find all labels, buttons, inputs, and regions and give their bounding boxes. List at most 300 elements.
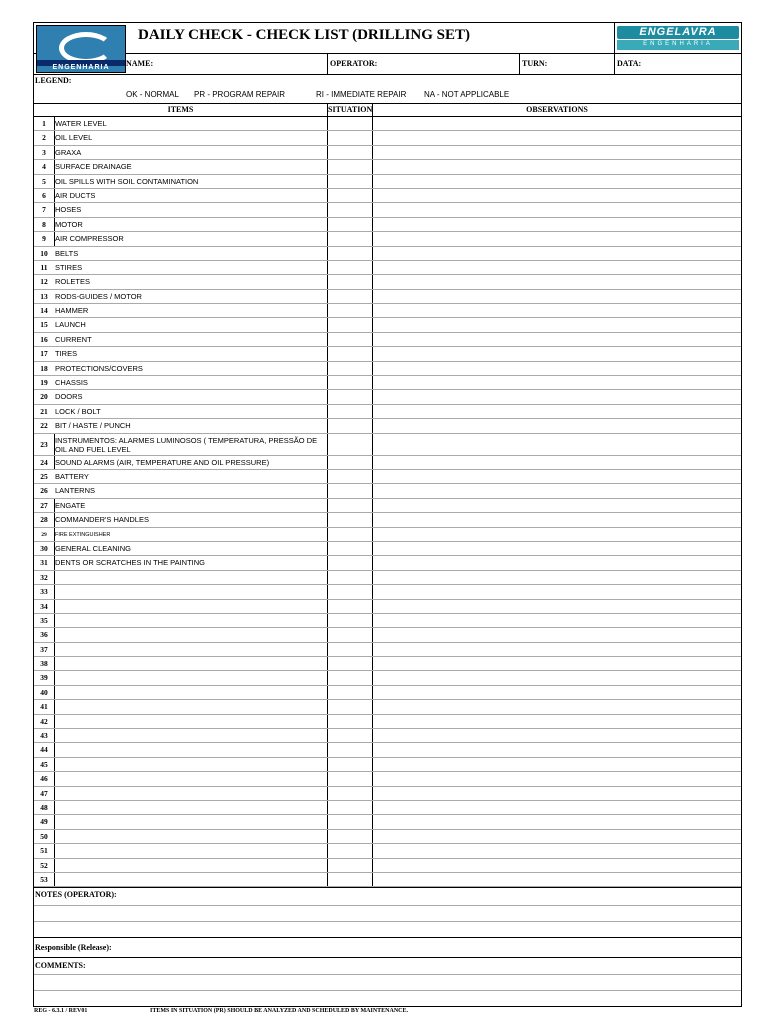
comments-block[interactable]	[34, 958, 741, 1006]
row-item-label: ROLETES	[55, 277, 91, 287]
observations-cell[interactable]	[373, 859, 741, 872]
row-number: 18	[40, 363, 48, 373]
row-item-label	[55, 729, 327, 742]
observations-cell[interactable]	[373, 484, 741, 497]
checklist-row	[34, 815, 741, 829]
row-item-label: SOUND ALARMS (AIR, TEMPERATURE AND OIL PRESSURE)	[55, 457, 270, 467]
checklist-row	[34, 189, 741, 203]
row-item-label: LAUNCH	[55, 320, 86, 330]
observations-cell[interactable]	[373, 700, 741, 713]
checklist-row	[34, 304, 741, 318]
situation-cell[interactable]	[327, 131, 373, 144]
row-number: 41	[40, 702, 48, 712]
notes-section	[34, 887, 741, 1006]
situation-cell[interactable]	[327, 146, 373, 159]
situation-cell[interactable]	[327, 419, 373, 432]
checklist-row	[34, 499, 741, 513]
observations-cell[interactable]	[373, 117, 741, 130]
situation-cell[interactable]	[327, 347, 373, 360]
row-item-label: LOCK / BOLT	[55, 406, 101, 416]
row-item-label	[55, 643, 327, 656]
situation-cell[interactable]	[327, 686, 373, 699]
checklist-row	[34, 318, 741, 332]
row-item-label	[55, 715, 327, 728]
row-number: 38	[40, 659, 48, 669]
name-field[interactable]	[124, 54, 329, 74]
observations-cell[interactable]	[373, 628, 741, 641]
row-number: 32	[40, 572, 48, 582]
row-number: 24	[40, 457, 48, 467]
situation-cell[interactable]	[327, 571, 373, 584]
situation-cell[interactable]	[327, 189, 373, 202]
comments-label: COMMENTS:	[35, 961, 86, 971]
situation-cell[interactable]	[327, 815, 373, 828]
situation-cell[interactable]	[327, 456, 373, 469]
checklist-row	[34, 333, 741, 347]
checklist-row	[34, 729, 741, 743]
checklist-row	[34, 787, 741, 801]
observations-cell[interactable]	[373, 189, 741, 202]
situation-cell[interactable]	[327, 304, 373, 317]
observations-cell[interactable]	[373, 218, 741, 231]
row-item-label: SURFACE DRAINAGE	[55, 162, 132, 172]
row-item-label: ENGATE	[55, 500, 86, 510]
checklist-row	[34, 686, 741, 700]
row-item-label: OIL SPILLS WITH SOIL CONTAMINATION	[55, 176, 199, 186]
row-number: 22	[40, 421, 48, 431]
row-number: 46	[40, 774, 48, 784]
checklist-row	[34, 456, 741, 470]
page-title: DAILY CHECK - CHECK LIST (DRILLING SET)	[138, 27, 471, 43]
row-item-label: DOORS	[55, 392, 83, 402]
row-number: 15	[40, 320, 48, 330]
legend-item-na: NA - NOT APPLICABLE	[424, 90, 510, 99]
observations-cell[interactable]	[373, 600, 741, 613]
row-number: 31	[40, 558, 48, 568]
checklist-row	[34, 873, 741, 887]
row-item-label: MOTOR	[55, 219, 83, 229]
row-item-label: RODS-GUIDES / MOTOR	[55, 291, 142, 301]
row-item-label: BATTERY	[55, 471, 89, 481]
row-number: 42	[40, 716, 48, 726]
situation-cell[interactable]	[327, 556, 373, 569]
row-number: 40	[40, 687, 48, 697]
row-item-label: PROTECTIONS/COVERS	[55, 363, 143, 373]
observations-cell[interactable]	[373, 686, 741, 699]
date-field[interactable]	[614, 54, 741, 74]
observations-cell[interactable]	[373, 657, 741, 670]
row-number: 49	[40, 817, 48, 827]
checklist-row	[34, 362, 741, 376]
form-code: REG - 6.3.1 / REV01	[34, 1008, 88, 1014]
observations-cell[interactable]	[373, 528, 741, 541]
responsible-label: Responsible (Release):	[35, 943, 112, 953]
observations-cell[interactable]	[373, 643, 741, 656]
row-number: 39	[40, 673, 48, 683]
situation-cell[interactable]	[327, 333, 373, 346]
situation-cell[interactable]	[327, 600, 373, 613]
situation-cell[interactable]	[327, 484, 373, 497]
checklist-row	[34, 232, 741, 246]
left-logo-text: ENGENHARIA	[52, 64, 110, 71]
legend-item-pr: PR - PROGRAM REPAIR	[194, 90, 285, 99]
observations-cell[interactable]	[373, 405, 741, 418]
checklist-row	[34, 470, 741, 484]
checklist-row	[34, 405, 741, 419]
row-item-label: AIR DUCTS	[55, 190, 96, 200]
checklist-row	[34, 715, 741, 729]
checklist-row	[34, 218, 741, 232]
row-number: 26	[40, 486, 48, 496]
row-number: 23	[40, 439, 48, 449]
checklist-row	[34, 614, 741, 628]
checklist-row	[34, 528, 741, 542]
observations-cell[interactable]	[373, 247, 741, 260]
footer-note: ITEMS IN SITUATION (PR) SHOULD BE ANALYZED AND SCHEDULED BY MAINTENANCE.	[150, 1008, 408, 1014]
row-item-label	[55, 830, 327, 843]
observations-cell[interactable]	[373, 304, 741, 317]
observations-cell[interactable]	[373, 830, 741, 843]
checklist-row	[34, 290, 741, 304]
row-number: 47	[40, 788, 48, 798]
row-item-label	[55, 686, 327, 699]
observations-cell[interactable]	[373, 146, 741, 159]
row-number: 19	[40, 378, 48, 388]
row-item-label	[55, 801, 327, 814]
row-item-label: COMMANDER'S HANDLES	[55, 515, 149, 525]
row-number: 5	[42, 176, 46, 186]
legend	[34, 75, 741, 104]
situation-column-header: SITUATION	[328, 105, 373, 114]
situation-cell[interactable]	[327, 772, 373, 785]
row-item-label	[55, 758, 327, 771]
observations-cell[interactable]	[373, 873, 741, 886]
row-item-label	[55, 657, 327, 670]
situation-cell[interactable]	[327, 232, 373, 245]
situation-cell[interactable]	[327, 261, 373, 274]
right-logo-subtext: ENGENHARIA	[643, 41, 713, 47]
situation-cell[interactable]	[327, 585, 373, 598]
situation-cell[interactable]	[327, 290, 373, 303]
row-number: 3	[42, 147, 46, 157]
situation-cell[interactable]	[327, 513, 373, 526]
observations-cell[interactable]	[373, 571, 741, 584]
row-number: 29	[41, 531, 47, 538]
row-item-label	[55, 815, 327, 828]
situation-cell[interactable]	[327, 362, 373, 375]
row-number: 51	[40, 846, 48, 856]
checklist-row	[34, 419, 741, 433]
row-number: 16	[40, 334, 48, 344]
checklist-row	[34, 542, 741, 556]
operator-field[interactable]	[327, 54, 520, 74]
checklist-row	[34, 772, 741, 786]
observations-cell[interactable]	[373, 131, 741, 144]
situation-cell[interactable]	[327, 528, 373, 541]
row-item-label	[55, 772, 327, 785]
row-item-label	[55, 859, 327, 872]
situation-cell[interactable]	[327, 700, 373, 713]
date-label: DATA:	[617, 59, 642, 68]
row-item-label: OIL LEVEL	[55, 133, 93, 143]
row-item-label: INSTRUMENTOS: ALARMES LUMINOSOS ( TEMPERATURA, PRESSÃO DE OIL AND FUEL LEVEL	[55, 435, 318, 454]
row-item-label: HOSES	[55, 205, 82, 215]
row-item-label: BELTS	[55, 248, 79, 258]
row-item-label	[55, 585, 327, 598]
observations-cell[interactable]	[373, 499, 741, 512]
checklist-row	[34, 390, 741, 404]
turn-field[interactable]	[519, 54, 614, 74]
row-number: 20	[40, 392, 48, 402]
checklist-row	[34, 643, 741, 657]
row-number: 12	[40, 277, 48, 287]
row-item-label: LANTERNS	[55, 486, 96, 496]
checklist-row	[34, 801, 741, 815]
row-number: 8	[42, 219, 46, 229]
observations-cell[interactable]	[373, 614, 741, 627]
checklist-row	[34, 175, 741, 189]
row-number: 1	[42, 119, 46, 128]
situation-cell[interactable]	[327, 218, 373, 231]
situation-cell[interactable]	[327, 614, 373, 627]
situation-cell[interactable]	[327, 628, 373, 641]
company-logo-left	[36, 25, 126, 73]
observations-cell[interactable]	[373, 772, 741, 785]
checklist-rows	[34, 117, 741, 887]
situation-cell[interactable]	[327, 671, 373, 684]
row-number: 13	[40, 291, 48, 301]
observations-cell[interactable]	[373, 844, 741, 857]
row-number: 37	[40, 644, 48, 654]
checklist-row	[34, 434, 741, 456]
checklist-row	[34, 160, 741, 174]
row-item-label: TIRES	[55, 349, 78, 359]
checklist-row	[34, 146, 741, 160]
observations-cell[interactable]	[373, 203, 741, 216]
row-item-label	[55, 743, 327, 756]
checklist-row	[34, 247, 741, 261]
row-number: 34	[40, 601, 48, 611]
situation-cell[interactable]	[327, 859, 373, 872]
row-item-label: CHASSIS	[55, 378, 88, 388]
row-number: 21	[40, 406, 48, 416]
row-item-label: CURRENT	[55, 334, 92, 344]
situation-cell[interactable]	[327, 643, 373, 656]
operator-label: OPERATOR:	[330, 59, 378, 68]
situation-cell[interactable]	[327, 203, 373, 216]
turn-label: TURN:	[522, 59, 548, 68]
observations-cell[interactable]	[373, 261, 741, 274]
observations-cell[interactable]	[373, 362, 741, 375]
row-item-label: DENTS OR SCRATCHES IN THE PAINTING	[55, 558, 206, 568]
observations-column-header: OBSERVATIONS	[526, 105, 588, 114]
row-number: 53	[40, 874, 48, 884]
checklist-row	[34, 657, 741, 671]
row-item-label: HAMMER	[55, 306, 89, 316]
row-item-label: GENERAL CLEANING	[55, 543, 131, 553]
checklist-row	[34, 275, 741, 289]
legend-label: LEGEND:	[35, 76, 72, 85]
checklist-row	[34, 556, 741, 570]
observations-cell[interactable]	[373, 801, 741, 814]
row-number: 6	[42, 190, 46, 200]
situation-cell[interactable]	[327, 376, 373, 389]
row-item-label	[55, 671, 327, 684]
row-number: 27	[40, 500, 48, 510]
row-number: 52	[40, 860, 48, 870]
row-item-label	[55, 700, 327, 713]
situation-cell[interactable]	[327, 715, 373, 728]
operator-notes-label: NOTES (OPERATOR):	[35, 890, 117, 900]
situation-cell[interactable]	[327, 434, 373, 455]
checklist-row	[34, 743, 741, 757]
row-number: 44	[40, 745, 48, 755]
situation-cell[interactable]	[327, 318, 373, 331]
row-item-label	[55, 628, 327, 641]
row-number: 7	[42, 205, 46, 215]
name-label: NAME:	[126, 59, 154, 68]
situation-cell[interactable]	[327, 844, 373, 857]
legend-item-ri: RI - IMMEDIATE REPAIR	[316, 90, 407, 99]
row-item-label: GRAXA	[55, 147, 82, 157]
observations-cell[interactable]	[373, 232, 741, 245]
situation-cell[interactable]	[327, 275, 373, 288]
situation-cell[interactable]	[327, 743, 373, 756]
observations-cell[interactable]	[373, 513, 741, 526]
situation-cell[interactable]	[327, 758, 373, 771]
situation-cell[interactable]	[327, 729, 373, 742]
observations-cell[interactable]	[373, 787, 741, 800]
row-item-label: FIRE EXTINGUISHER	[55, 531, 111, 538]
situation-cell[interactable]	[327, 390, 373, 403]
observations-cell[interactable]	[373, 160, 741, 173]
situation-cell[interactable]	[327, 542, 373, 555]
row-item-label	[55, 600, 327, 613]
situation-cell[interactable]	[327, 801, 373, 814]
observations-cell[interactable]	[373, 456, 741, 469]
checklist-row	[34, 117, 741, 131]
header-fields-row	[34, 54, 741, 75]
observations-cell[interactable]	[373, 715, 741, 728]
observations-cell[interactable]	[373, 470, 741, 483]
row-item-label	[55, 571, 327, 584]
responsible-block[interactable]	[34, 938, 741, 958]
checklist-row	[34, 571, 741, 585]
checklist-row	[34, 830, 741, 844]
row-number: 11	[40, 262, 48, 272]
row-number: 4	[42, 162, 46, 172]
checklist-row	[34, 844, 741, 858]
row-item-label: STIRES	[55, 262, 83, 272]
row-number: 30	[40, 543, 48, 553]
observations-cell[interactable]	[373, 419, 741, 432]
row-item-label: AIR COMPRESSOR	[55, 234, 124, 244]
checklist-row	[34, 758, 741, 772]
observations-cell[interactable]	[373, 758, 741, 771]
checklist-row	[34, 484, 741, 498]
row-number: 9	[42, 234, 46, 244]
situation-cell[interactable]	[327, 830, 373, 843]
observations-cell[interactable]	[373, 585, 741, 598]
observations-cell[interactable]	[373, 542, 741, 555]
observations-cell[interactable]	[373, 275, 741, 288]
checklist-row	[34, 700, 741, 714]
checklist-row	[34, 131, 741, 145]
situation-cell[interactable]	[327, 405, 373, 418]
checklist-row	[34, 513, 741, 527]
observations-cell[interactable]	[373, 434, 741, 455]
situation-cell[interactable]	[327, 175, 373, 188]
row-number: 33	[40, 587, 48, 597]
row-item-label	[55, 614, 327, 627]
observations-cell[interactable]	[373, 390, 741, 403]
checklist-row	[34, 585, 741, 599]
observations-cell[interactable]	[373, 318, 741, 331]
situation-cell[interactable]	[327, 499, 373, 512]
row-number: 25	[40, 471, 48, 481]
row-number: 2	[42, 133, 46, 143]
checklist-row	[34, 261, 741, 275]
row-number: 36	[40, 630, 48, 640]
situation-cell[interactable]	[327, 160, 373, 173]
row-number: 17	[40, 349, 48, 359]
checklist-sheet	[33, 22, 742, 1007]
situation-cell[interactable]	[327, 117, 373, 130]
row-item-label: WATER LEVEL	[55, 119, 107, 128]
checklist-row	[34, 671, 741, 685]
row-item-label: BIT / HASTE / PUNCH	[55, 421, 131, 431]
observations-cell[interactable]	[373, 815, 741, 828]
observations-cell[interactable]	[373, 376, 741, 389]
company-logo-right	[614, 23, 741, 53]
situation-cell[interactable]	[327, 247, 373, 260]
observations-cell[interactable]	[373, 347, 741, 360]
situation-cell[interactable]	[327, 657, 373, 670]
row-number: 48	[40, 802, 48, 812]
observations-cell[interactable]	[373, 290, 741, 303]
row-item-label	[55, 844, 327, 857]
observations-cell[interactable]	[373, 743, 741, 756]
checklist-row	[34, 376, 741, 390]
row-number: 14	[40, 306, 48, 316]
operator-notes-block[interactable]	[34, 888, 741, 938]
row-number: 43	[40, 731, 48, 741]
checklist-row	[34, 628, 741, 642]
column-headers	[34, 104, 741, 117]
checklist-row	[34, 203, 741, 217]
checklist-row	[34, 600, 741, 614]
legend-item-ok: OK - NORMAL	[126, 90, 179, 99]
row-number: 45	[40, 759, 48, 769]
observations-cell[interactable]	[373, 671, 741, 684]
row-number: 10	[40, 248, 48, 258]
row-item-label	[55, 787, 327, 800]
items-column-header: ITEMS	[167, 105, 194, 114]
row-number: 50	[40, 831, 48, 841]
situation-cell[interactable]	[327, 873, 373, 886]
situation-cell[interactable]	[327, 470, 373, 483]
checklist-row	[34, 347, 741, 361]
observations-cell[interactable]	[373, 729, 741, 742]
right-logo-text: ENGELAVRA	[639, 26, 717, 38]
row-number: 35	[40, 615, 48, 625]
situation-cell[interactable]	[327, 787, 373, 800]
observations-cell[interactable]	[373, 556, 741, 569]
observations-cell[interactable]	[373, 333, 741, 346]
row-number: 28	[40, 515, 48, 525]
row-item-label	[55, 873, 327, 886]
observations-cell[interactable]	[373, 175, 741, 188]
